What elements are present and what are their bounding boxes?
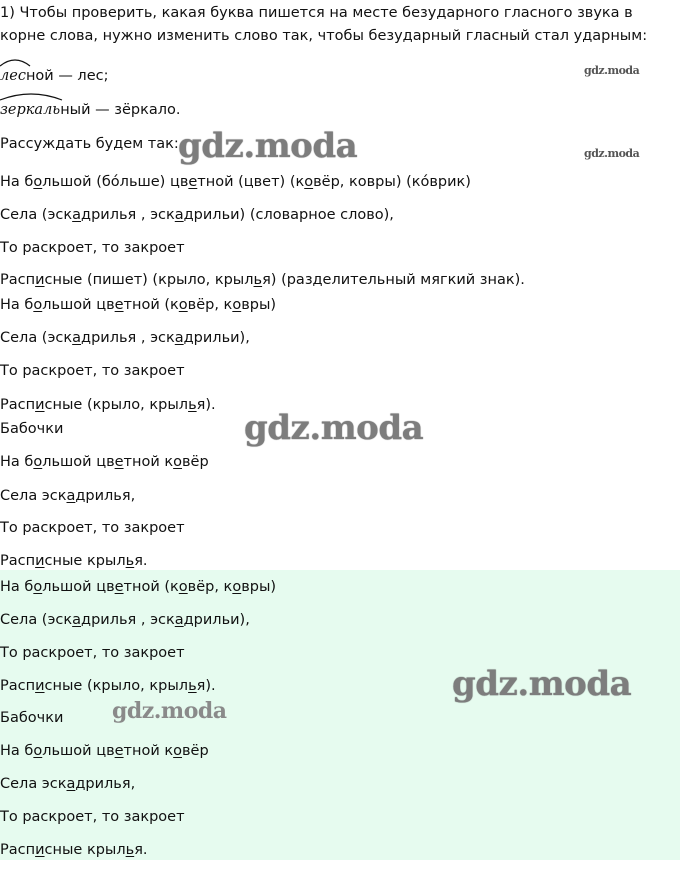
s3-line-5: Бабочки — [0, 710, 64, 726]
watermark-mid: gdz.moda — [112, 698, 227, 724]
s2-line-2: Села (эскадрилья , эскадрильи), — [0, 330, 250, 346]
watermark-large-3: gdz.moda — [452, 664, 632, 704]
s2-line-3: То раскроет, то закроет — [0, 363, 185, 379]
root-arc-icon — [0, 91, 63, 101]
example-les-rest: ной — лес; — [25, 68, 109, 84]
s3-line-8: То раскроет, то закроет — [0, 809, 185, 825]
s2-line-9: Расписные крылья. — [0, 553, 148, 569]
s2-line-7: Села эскадрилья, — [0, 488, 136, 504]
s2-line-1: На большой цветной (ковёр, ковры) — [0, 297, 277, 313]
watermark-large-1: gdz.moda — [178, 126, 358, 166]
s2-line-5: Бабочки — [0, 421, 64, 437]
s3-line-4: Расписные (крыло, крылья). — [0, 678, 216, 694]
example-zerkalo — [0, 100, 181, 120]
s2-line-6: На большой цветной ковёр — [0, 454, 209, 470]
root-zerkal: зеркаль — [0, 100, 60, 120]
s1-line-1: На большой (бóльше) цветной (цвет) (ковёр, ковры) (кóврик) — [0, 174, 471, 190]
s3-line-7: Села эскадрилья, — [0, 776, 136, 792]
s2-line-8: То раскроет, то закроет — [0, 520, 185, 536]
s3-line-3: То раскроет, то закроет — [0, 645, 185, 661]
s1-line-2: Села (эскадрилья , эскадрильи) (словарное слово), — [0, 207, 394, 223]
s3-line-2: Села (эскадрилья , эскадрильи), — [0, 612, 250, 628]
watermark-small-1: gdz.moda — [584, 64, 640, 77]
s3-line-9: Расписные крылья. — [0, 842, 148, 858]
s3-line-6: На большой цветной ковёр — [0, 743, 209, 759]
watermark-large-2: gdz.moda — [244, 408, 424, 448]
intro-text: 1) Чтобы проверить, какая буква пишется на месте безударного гласного звука в корне слова, нужно изменить слово так, чтобы безударный гласный стал ударным: — [0, 5, 648, 44]
root-arc-icon — [0, 57, 31, 67]
s1-line-4: Расписные (пишет) (крыло, крылья) (разделительный мягкий знак). — [0, 272, 525, 288]
example-zerkalo-rest: ный — зёркало. — [60, 102, 181, 118]
root-les: лес — [0, 66, 26, 86]
s1-line-3: То раскроет, то закроет — [0, 240, 185, 256]
reason-text: Рассуждать будем так: — [0, 136, 179, 152]
watermark-small-2: gdz.moda — [584, 147, 640, 160]
s2-line-4: Расписные (крыло, крылья). — [0, 397, 216, 413]
s3-line-1: На большой цветной (ковёр, ковры) — [0, 579, 277, 595]
example-les — [0, 66, 108, 86]
